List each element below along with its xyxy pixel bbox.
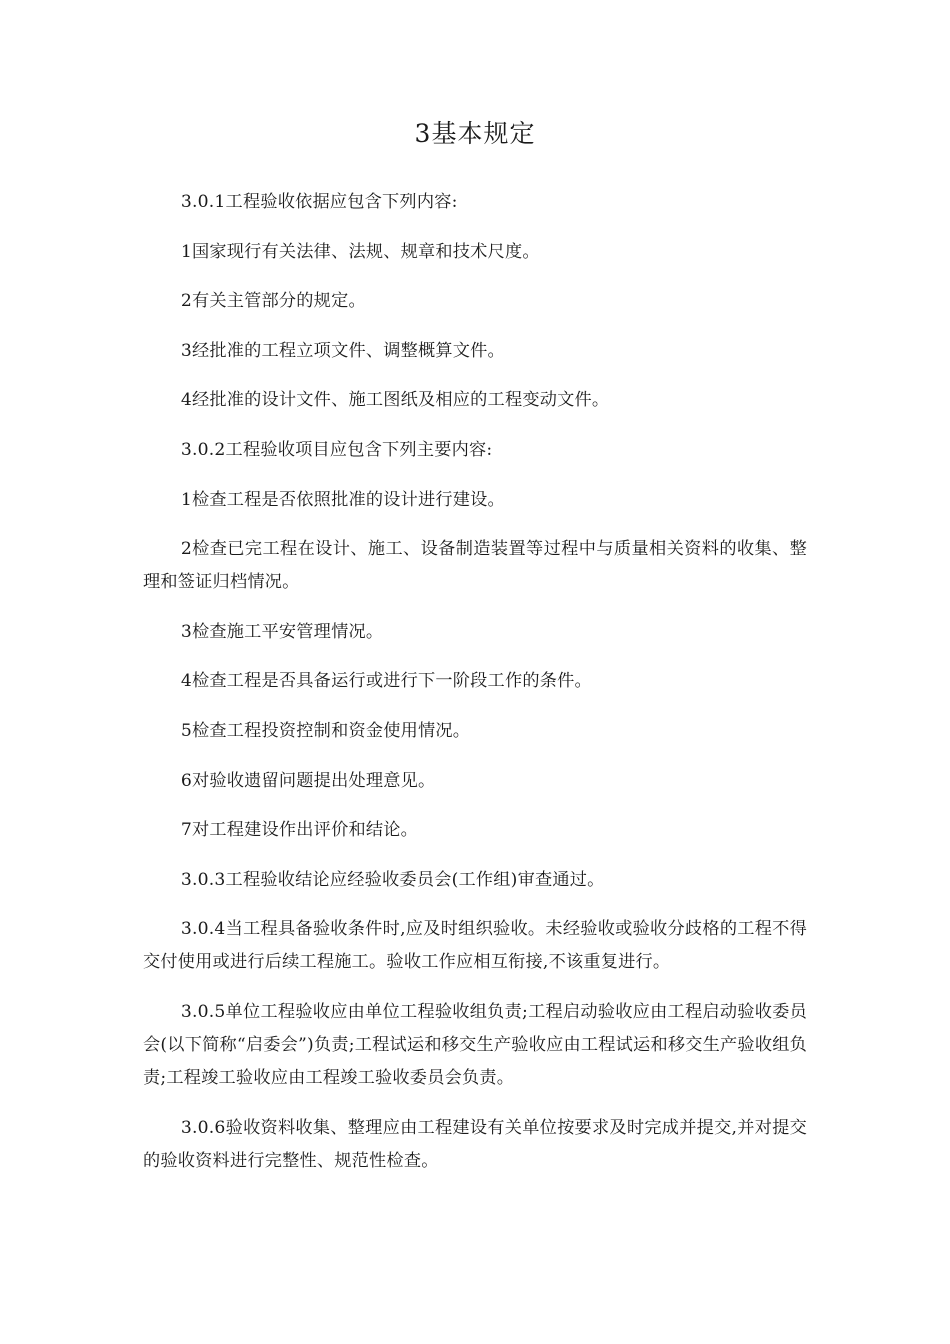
- list-item: 5检查工程投资控制和资金使用情况。: [180, 720, 471, 741]
- list-item: 1检查工程是否依照批准的设计进行建设。: [180, 489, 505, 510]
- list-item: 3经批准的工程立项文件、调整概算文件。: [180, 340, 505, 361]
- list-item: 2检查已完工程在设计、施工、设备制造装置等过程中与质量相关资料的收集、整理和签证归档情况。: [143, 539, 807, 593]
- list-item: 4检查工程是否具备运行或进行下一阶段工作的条件。: [180, 671, 592, 692]
- paragraph-3-0-1: 3.0.1工程验收依据应包含下列内容:: [180, 192, 458, 212]
- list-item: 7对工程建设作出评价和结论。: [180, 820, 419, 841]
- list-item: 2有关主管部分的规定。: [180, 291, 366, 312]
- list-item: 1国家现行有关法律、法规、规章和技术尺度。: [180, 241, 540, 262]
- list-item: 4经批准的设计文件、施工图纸及相应的工程变动文件。: [180, 390, 610, 411]
- paragraph-3-0-3: 3.0.3工程验收结论应经验收委员会(工作组)审查通过。: [180, 869, 605, 890]
- page-title: 3基本规定: [414, 119, 536, 148]
- document-body: [143, 186, 807, 1194]
- list-item: 3检查施工平安管理情况。: [180, 621, 384, 642]
- paragraph-3-0-5: 3.0.5单位工程验收应由单位工程验收组负责;工程启动验收应由工程启动验收委员会(以下简称“启委会”)负责;工程试运和移交生产验收应由工程试运和移交生产验收组负责;工程竣工验收应由工程竣工验收委员会负责。: [143, 1001, 807, 1088]
- paragraph-3-0-6: 3.0.6验收资料收集、整理应由工程建设有关单位按要求及时完成并提交,并对提交的验收资料进行完整性、规范性检查。: [143, 1117, 807, 1171]
- paragraph-3-0-4: 3.0.4当工程具备验收条件时,应及时组织验收。未经验收或验收分歧格的工程不得交付使用或进行后续工程施工。验收工作应相互衔接,不该重复进行。: [143, 919, 807, 973]
- paragraph-3-0-2: 3.0.2工程验收项目应包含下列主要内容:: [180, 439, 493, 460]
- list-item: 6对验收遗留问题提出处理意见。: [180, 770, 436, 791]
